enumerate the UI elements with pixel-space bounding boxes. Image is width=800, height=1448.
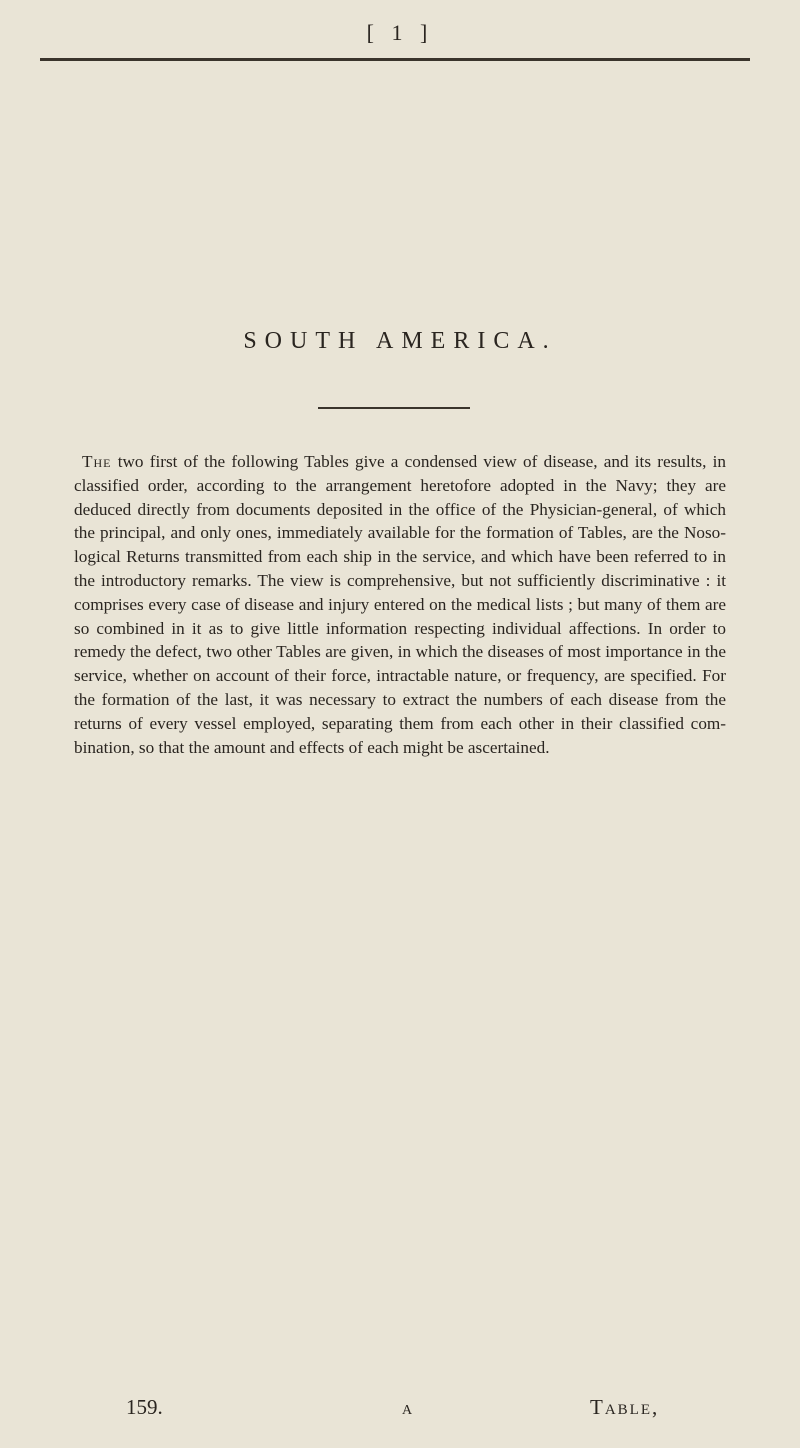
intro-lead-word: The [82,452,112,471]
header-rule [40,58,750,61]
footer-catchword: Table, [590,1395,660,1419]
intro-paragraph [74,450,726,759]
footer-signature: A [402,1403,413,1418]
intro-text: two first of the following Tables give a condensed view of disease, and its results, in classified order, according to the arrangement heretofore adopted in the Navy; they are deduced directly from documents deposited in the office of the Physician-general, of which the principal, and only ones, immediately available for the formation of Tables, are the Noso-logical Returns transmitted from each ship in the service, and which have been referred to in the introductory remarks. The view is comprehensive, but not sufficiently discriminative : it comprises every case of disease and injury entered on the medical lists ; but many of them are so combined in it as to give little information respecting individual affections. In order to remedy the defect, two other Tables are given, in which the diseases of most importance in the service, whether on account of their force, intractable nature, or frequency, are specified. For the formation of the last, it was necessary to extract the numbers of each disease from the returns of every vessel employed, separating them from each other in their classified com-bination, so that the amount and effects of each might be ascertained. [74,452,726,757]
title-rule [318,407,470,409]
page-title: SOUTH AMERICA. [243,328,557,354]
page-number: [ 1 ] [366,20,434,45]
footer-page-ref: 159. [126,1395,163,1419]
